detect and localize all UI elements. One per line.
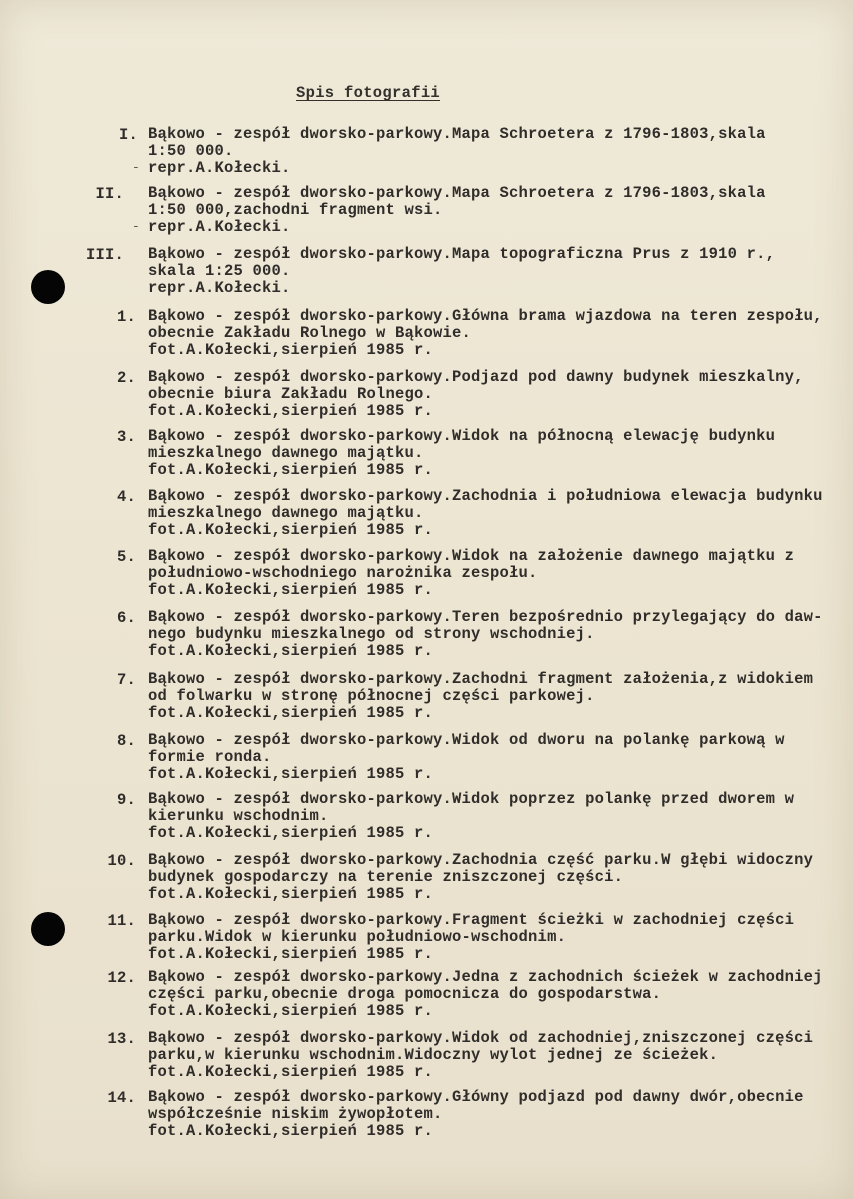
entry-text-line: mieszkalnego dawnego majątku. bbox=[148, 504, 424, 522]
entry-credit: fot.A.Kołecki,sierpień 1985 r. bbox=[148, 642, 434, 660]
entry-credit: fot.A.Kołecki,sierpień 1985 r. bbox=[148, 1122, 434, 1140]
entry-credit: repr.A.Kołecki. bbox=[148, 279, 291, 297]
entry-text-line: Bąkowo - zespół dworsko-parkowy.Widok na założenie dawnego majątku z bbox=[148, 547, 795, 565]
entry-credit: fot.A.Kołecki,sierpień 1985 r. bbox=[148, 704, 434, 722]
entry-text-line: nego budynku mieszkalnego od strony wschodniej. bbox=[148, 625, 595, 643]
entry-text-line: Bąkowo - zespół dworsko-parkowy.Widok poprzez polankę przed dworem w bbox=[148, 790, 795, 808]
entry-credit: fot.A.Kołecki,sierpień 1985 r. bbox=[148, 1002, 434, 1020]
entry-text-line: budynek gospodarczy na terenie zniszczonej części. bbox=[148, 868, 624, 886]
entry-number: 1. bbox=[116, 308, 136, 326]
entry-text-line: parku.Widok w kierunku południowo-wschodnim. bbox=[148, 928, 567, 946]
entry-credit: fot.A.Kołecki,sierpień 1985 r. bbox=[148, 945, 434, 963]
entry-number: 10. bbox=[107, 852, 136, 870]
entry-text-line: południowo-wschodniego narożnika zespołu. bbox=[148, 564, 538, 582]
entry-credit: fot.A.Kołecki,sierpień 1985 r. bbox=[148, 765, 434, 783]
entry-text-line: Bąkowo - zespół dworsko-parkowy.Widok od dworu na polankę parkową w bbox=[148, 731, 785, 749]
entry-number: I. bbox=[118, 126, 138, 144]
page-title: Spis fotografii bbox=[296, 84, 441, 102]
entry-credit: repr.A.Kołecki. bbox=[148, 218, 291, 236]
entry-text-line: 1:50 000. bbox=[148, 142, 234, 160]
entry-credit: fot.A.Kołecki,sierpień 1985 r. bbox=[148, 1063, 434, 1081]
entry-text-line: Bąkowo - zespół dworsko-parkowy.Zachodnia część parku.W głębi widoczny bbox=[148, 851, 814, 869]
entry-text-line: części parku,obecnie droga pomocnicza do gospodarstwa. bbox=[148, 985, 662, 1003]
entry-text-line: skala 1:25 000. bbox=[148, 262, 291, 280]
entry-text-line: Bąkowo - zespół dworsko-parkowy.Mapa topograficzna Prus z 1910 r., bbox=[148, 245, 776, 263]
entry-number: 2. bbox=[116, 369, 136, 387]
entry-credit: fot.A.Kołecki,sierpień 1985 r. bbox=[148, 824, 434, 842]
punch-hole-top bbox=[31, 270, 65, 304]
entry-text-line: Bąkowo - zespół dworsko-parkowy.Mapa Schroetera z 1796-1803,skala bbox=[148, 125, 766, 143]
entry-number: 4. bbox=[116, 488, 136, 506]
entry-text-line: formie ronda. bbox=[148, 748, 272, 766]
entry-number: 9. bbox=[116, 791, 136, 809]
entry-number: II. bbox=[95, 185, 124, 203]
punch-hole-bottom bbox=[31, 912, 65, 946]
entry-text-line: od folwarku w stronę północnej części parkowej. bbox=[148, 687, 595, 705]
entry-text-line: Bąkowo - zespół dworsko-parkowy.Widok od zachodniej,zniszczonej części bbox=[148, 1029, 814, 1047]
entry-text-line: Bąkowo - zespół dworsko-parkowy.Główna brama wjazdowa na teren zespołu, bbox=[148, 307, 823, 325]
entry-number: 7. bbox=[116, 671, 136, 689]
entry-text-line: współcześnie niskim żywopłotem. bbox=[148, 1105, 443, 1123]
entry-text-line: Bąkowo - zespół dworsko-parkowy.Główny podjazd pod dawny dwór,obecnie bbox=[148, 1088, 804, 1106]
entry-text-line: kierunku wschodnim. bbox=[148, 807, 329, 825]
entry-credit: fot.A.Kołecki,sierpień 1985 r. bbox=[148, 581, 434, 599]
entry-text-line: Bąkowo - zespół dworsko-parkowy.Zachodni fragment założenia,z widokiem bbox=[148, 670, 814, 688]
entry-text-line: obecnie biura Zakładu Rolnego. bbox=[148, 385, 434, 403]
margin-dash: - bbox=[132, 160, 140, 175]
entry-number: 5. bbox=[116, 548, 136, 566]
entry-text-line: Bąkowo - zespół dworsko-parkowy.Fragment ścieżki w zachodniej części bbox=[148, 911, 795, 929]
entry-text-line: Bąkowo - zespół dworsko-parkowy.Mapa Schroetera z 1796-1803,skala bbox=[148, 184, 766, 202]
entry-number: 3. bbox=[116, 428, 136, 446]
entry-text-line: Bąkowo - zespół dworsko-parkowy.Zachodnia i południowa elewacja budynku bbox=[148, 487, 823, 505]
entry-text-line: obecnie Zakładu Rolnego w Bąkowie. bbox=[148, 324, 472, 342]
entry-number: 8. bbox=[116, 732, 136, 750]
entry-number: 12. bbox=[107, 969, 136, 987]
entry-text-line: Bąkowo - zespół dworsko-parkowy.Widok na północną elewację budynku bbox=[148, 427, 776, 445]
margin-dash: - bbox=[132, 219, 140, 234]
entry-credit: fot.A.Kołecki,sierpień 1985 r. bbox=[148, 885, 434, 903]
entry-text-line: Bąkowo - zespół dworsko-parkowy.Jedna z zachodnich ścieżek w zachodniej bbox=[148, 968, 823, 986]
entry-number: 6. bbox=[116, 609, 136, 627]
entry-number: 14. bbox=[107, 1089, 136, 1107]
entry-credit: repr.A.Kołecki. bbox=[148, 159, 291, 177]
entry-credit: fot.A.Kołecki,sierpień 1985 r. bbox=[148, 402, 434, 420]
entry-text-line: parku,w kierunku wschodnim.Widoczny wylot jednej ze ścieżek. bbox=[148, 1046, 719, 1064]
entry-credit: fot.A.Kołecki,sierpień 1985 r. bbox=[148, 461, 434, 479]
entry-number: III. bbox=[85, 246, 124, 264]
entry-number: 13. bbox=[107, 1030, 136, 1048]
entry-text-line: 1:50 000,zachodni fragment wsi. bbox=[148, 201, 443, 219]
entry-credit: fot.A.Kołecki,sierpień 1985 r. bbox=[148, 521, 434, 539]
entry-text-line: Bąkowo - zespół dworsko-parkowy.Teren bezpośrednio przylegający do daw- bbox=[148, 608, 823, 626]
entry-credit: fot.A.Kołecki,sierpień 1985 r. bbox=[148, 341, 434, 359]
entry-text-line: mieszkalnego dawnego majątku. bbox=[148, 444, 424, 462]
entry-text-line: Bąkowo - zespół dworsko-parkowy.Podjazd pod dawny budynek mieszkalny, bbox=[148, 368, 804, 386]
entry-number: 11. bbox=[107, 912, 136, 930]
